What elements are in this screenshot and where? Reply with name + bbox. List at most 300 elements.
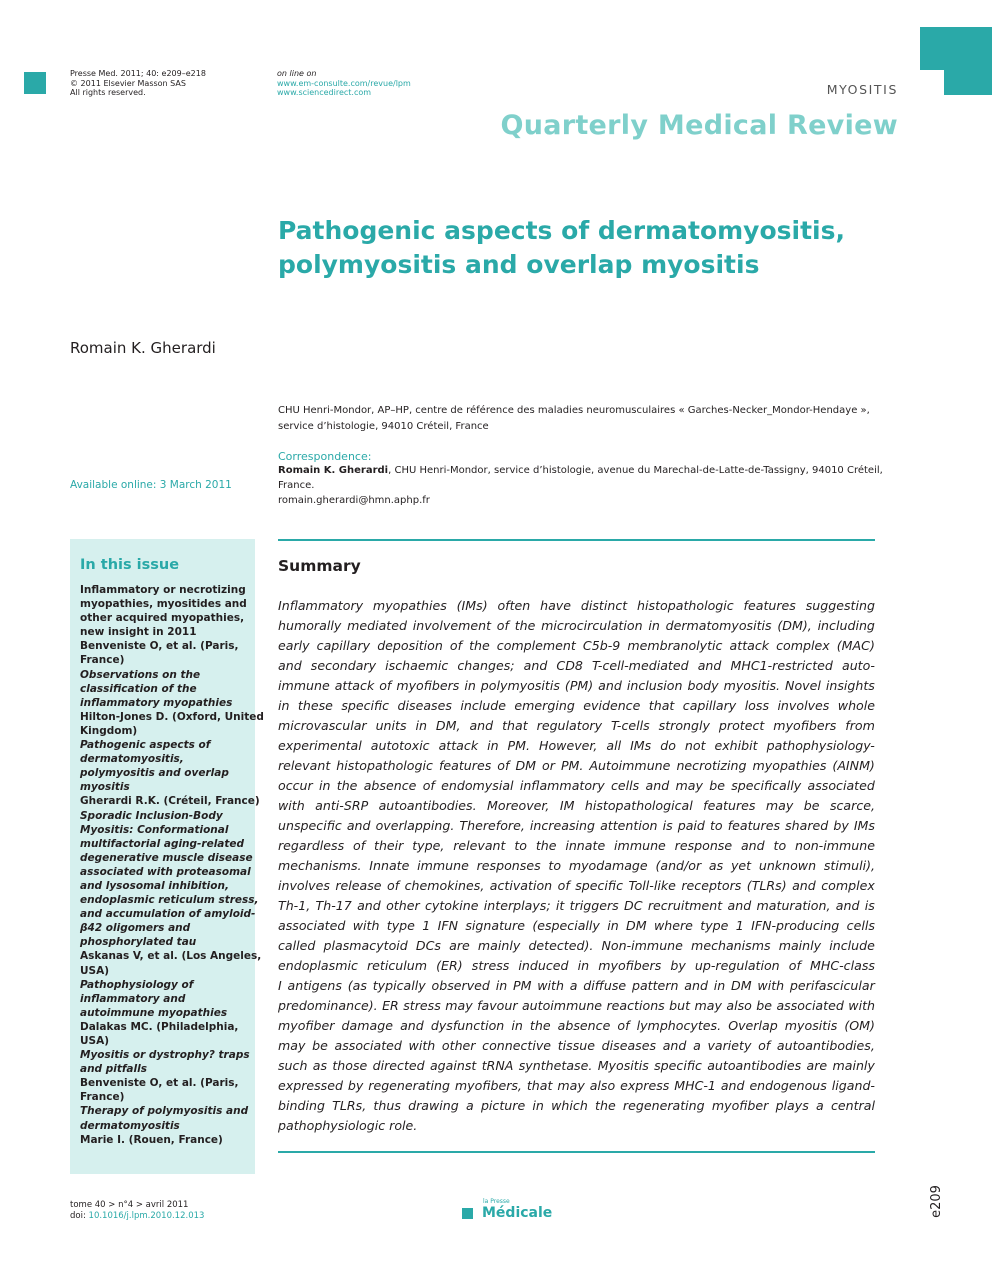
summary-word: and bbox=[720, 1078, 745, 1093]
summary-word: associated bbox=[776, 998, 844, 1013]
summary-word: features bbox=[727, 818, 781, 833]
summary-word: Myositis bbox=[597, 1058, 649, 1073]
summary-word: in bbox=[464, 678, 476, 693]
footer-issue-info bbox=[70, 1200, 204, 1222]
summary-word: 1 bbox=[735, 918, 744, 933]
summary-word: of bbox=[497, 758, 510, 773]
section-label: MYOSITIS bbox=[826, 82, 898, 97]
summary-word: specific bbox=[654, 1058, 702, 1073]
summary-word: scarce, bbox=[829, 798, 875, 813]
summary-word: the bbox=[529, 1018, 551, 1033]
summary-word: to bbox=[773, 838, 787, 853]
issue-entry[interactable] bbox=[80, 978, 252, 1048]
issue-entry-author: USA) bbox=[80, 964, 110, 977]
summary-word: that bbox=[502, 718, 528, 733]
summary-word: in bbox=[415, 718, 427, 733]
summary-word: emerging bbox=[514, 698, 575, 713]
summary-word: Th-1, bbox=[278, 898, 311, 913]
summary-word: polymyositis bbox=[480, 678, 560, 693]
summary-word: exhibit bbox=[714, 738, 758, 753]
summary-line bbox=[278, 836, 875, 856]
summary-word: connective bbox=[482, 1038, 552, 1053]
summary-word: complement bbox=[496, 638, 576, 653]
correspondence-country: France. bbox=[278, 480, 315, 491]
summary-word: (PM) bbox=[564, 678, 594, 693]
summary-word: membranolytic bbox=[627, 638, 723, 653]
summary-line bbox=[278, 696, 875, 716]
issue-entry-title: new insight in 2011 bbox=[80, 626, 197, 639]
summary-word: with bbox=[408, 1038, 436, 1053]
summary-word: absence bbox=[557, 1018, 611, 1033]
summary-word: mainly bbox=[832, 1058, 875, 1073]
summary-word: do bbox=[660, 738, 676, 753]
summary-word: which bbox=[551, 1098, 588, 1113]
summary-word: early bbox=[278, 638, 310, 653]
summary-word: plays bbox=[775, 1098, 809, 1113]
summary-word: yet bbox=[730, 858, 752, 873]
summary-word: deposition bbox=[377, 638, 443, 653]
summary-word: often bbox=[497, 598, 531, 613]
issue-entry-title: myositis bbox=[80, 781, 130, 794]
online-url-link[interactable]: www.sciencedirect.com bbox=[277, 88, 372, 97]
correspondence-address: , CHU Henri-Mondor, service d’histologie, avenue du Marechal-de-Latte-de-Tassigny, 94010 Créteil, bbox=[388, 465, 883, 476]
summary-line bbox=[278, 756, 875, 776]
summary-line bbox=[278, 596, 875, 616]
summary-word: other bbox=[441, 1038, 476, 1053]
summary-word: and bbox=[598, 678, 622, 693]
title-line: polymyositis and overlap myositis bbox=[278, 250, 760, 279]
issue-entry-title: inflammatory and bbox=[80, 992, 186, 1005]
summary-word: of bbox=[379, 678, 392, 693]
summary-word: Th-17 bbox=[315, 898, 352, 913]
summary-word: MHC-1 bbox=[674, 1078, 716, 1093]
summary-word: body bbox=[687, 678, 719, 693]
summary-word: their bbox=[374, 838, 404, 853]
summary-word: paid bbox=[677, 818, 705, 833]
summary-word: and bbox=[792, 878, 816, 893]
summary-word: of bbox=[449, 638, 463, 653]
summary-word: DM bbox=[626, 918, 647, 933]
pub-line: © 2011 Elsevier Masson SAS bbox=[70, 78, 186, 88]
summary-word: regardless bbox=[278, 838, 345, 853]
doi-link[interactable]: 10.1016/j.lpm.2010.12.013 bbox=[88, 1211, 205, 1221]
summary-word: of bbox=[422, 778, 435, 793]
summary-word: Autoimmune bbox=[589, 758, 671, 773]
issue-entry-title: endoplasmic reticulum stress, bbox=[80, 894, 259, 907]
summary-word: necrotizing bbox=[676, 758, 747, 773]
summary-word: Overlap bbox=[728, 1018, 778, 1033]
summary-word: these bbox=[297, 698, 333, 713]
summary-word: a bbox=[466, 1098, 474, 1113]
summary-word: myofiber bbox=[278, 1018, 335, 1033]
issue-entry-author: Askanas V, et al. (Los Angeles, bbox=[80, 950, 262, 963]
summary-line bbox=[278, 656, 875, 676]
summary-word: such bbox=[278, 1058, 308, 1073]
online-url-link[interactable]: www.em-consulte.com/revue/lpm bbox=[277, 78, 411, 88]
correspondence-email-link[interactable]: romain.gherardi@hmn.aphp.fr bbox=[278, 495, 430, 506]
doi-label: doi: bbox=[70, 1211, 89, 1221]
summary-word: expressed bbox=[278, 1078, 343, 1093]
summary-word: and bbox=[684, 978, 708, 993]
issue-entry-title: multifactorial aging-related bbox=[80, 837, 245, 850]
summary-word: IM bbox=[559, 798, 575, 813]
publication-info bbox=[70, 69, 206, 98]
article-title bbox=[278, 214, 898, 282]
summary-word: dysfunction bbox=[430, 1018, 505, 1033]
issue-entry-title: Therapy of polymyositis and bbox=[80, 1105, 249, 1118]
issue-entry-author: France) bbox=[80, 654, 125, 667]
summary-word: occur bbox=[278, 778, 313, 793]
summary-word: that bbox=[526, 1078, 553, 1093]
summary-word: relevant bbox=[278, 758, 331, 773]
summary-word: picture bbox=[480, 1098, 526, 1113]
summary-word: histopathological bbox=[584, 798, 693, 813]
summary-word: IFN bbox=[437, 918, 459, 933]
summary-word: diseases bbox=[601, 1038, 657, 1053]
issue-entry-title: associated with proteasomal bbox=[80, 865, 251, 878]
issue-entry-title: Myositis: Conformational bbox=[80, 823, 229, 836]
page-number-text: e209 bbox=[928, 1185, 944, 1218]
summary-word: in bbox=[511, 1018, 523, 1033]
summary-word: TLRs, bbox=[332, 1098, 367, 1113]
summary-word: PM bbox=[512, 978, 532, 993]
summary-word: chemokines, bbox=[404, 878, 485, 893]
summary-word: induced bbox=[518, 958, 569, 973]
summary-word: (as bbox=[347, 978, 367, 993]
summary-word: Novel bbox=[785, 678, 821, 693]
summary-word: have bbox=[540, 598, 572, 613]
summary-word: may bbox=[278, 1038, 306, 1053]
available-online: Available online: 3 March 2011 bbox=[70, 479, 232, 491]
summary-word: and bbox=[697, 658, 722, 673]
summary-line bbox=[278, 716, 875, 736]
summary-word: typically bbox=[372, 978, 426, 993]
summary-word: insights bbox=[825, 678, 875, 693]
summary-word: autoantibodies. bbox=[378, 798, 477, 813]
summary-bottom-rule bbox=[278, 1151, 875, 1153]
summary-word: reticulum bbox=[367, 958, 428, 973]
summary-word: I bbox=[278, 978, 282, 993]
summary-word: cytokine bbox=[424, 898, 479, 913]
affiliation-line: CHU Henri-Mondor, AP–HP, centre de référence des maladies neuromusculaires « Garches-Necker_Mondor-Hendaye », bbox=[278, 405, 870, 416]
summary-word: and bbox=[645, 778, 670, 793]
in-this-issue-sidebar bbox=[70, 539, 264, 1174]
summary-word: also bbox=[726, 998, 752, 1013]
pub-line: All rights reserved. bbox=[70, 88, 146, 97]
summary-word: against bbox=[429, 1058, 477, 1073]
summary-word: CD8 bbox=[556, 658, 583, 673]
summary-word: the bbox=[336, 778, 358, 793]
summary-word: of bbox=[557, 878, 570, 893]
summary-line bbox=[278, 1016, 875, 1036]
issue-entry[interactable] bbox=[80, 668, 264, 738]
summary-word: secondary bbox=[310, 658, 377, 673]
summary-word: with bbox=[848, 998, 875, 1013]
summary-word: may bbox=[675, 778, 703, 793]
summary-word: plasmacytoid bbox=[323, 938, 408, 953]
summary-word: role. bbox=[389, 1118, 418, 1133]
summary-word: triggers bbox=[569, 898, 619, 913]
issue-entry[interactable] bbox=[80, 738, 260, 808]
issue-entry[interactable] bbox=[80, 809, 262, 978]
summary-word: associated bbox=[278, 918, 346, 933]
summary-word: thus bbox=[373, 1098, 401, 1113]
summary-word: capillary bbox=[316, 638, 371, 653]
summary-word: including bbox=[817, 618, 875, 633]
summary-word: the bbox=[514, 618, 536, 633]
summary-line bbox=[278, 796, 875, 816]
summary-word: specific bbox=[341, 698, 390, 713]
issue-entry-title: phosphorylated tau bbox=[80, 936, 197, 949]
summary-word: MHC1-restricted bbox=[730, 658, 833, 673]
summary-word: humorally bbox=[278, 618, 342, 633]
summary-word: T-cells bbox=[611, 718, 650, 733]
summary-word: with bbox=[278, 798, 305, 813]
summary-word: may bbox=[557, 1078, 585, 1093]
summary-word: myofibers bbox=[396, 678, 460, 693]
summary-word: associated bbox=[334, 1038, 402, 1053]
summary-word: of bbox=[353, 838, 366, 853]
summary-line bbox=[278, 1116, 875, 1136]
summary-word: central bbox=[830, 1098, 875, 1113]
summary-word: involvement bbox=[412, 618, 492, 633]
summary-word: histopathologic bbox=[637, 598, 734, 613]
summary-word: myofibers bbox=[598, 958, 662, 973]
issue-entry-title: classification of the bbox=[80, 682, 197, 695]
summary-line bbox=[278, 736, 875, 756]
summary-word: complex bbox=[821, 878, 875, 893]
summary-word: whole bbox=[837, 698, 875, 713]
summary-word: and bbox=[278, 658, 302, 673]
issue-entry-title: dermatomyositis bbox=[80, 1119, 180, 1132]
summary-word: in bbox=[319, 778, 331, 793]
logo-square-icon bbox=[462, 1208, 473, 1219]
issue-entry-title: Myositis or dystrophy? traps bbox=[80, 1049, 250, 1062]
summary-word: as bbox=[708, 858, 724, 873]
issue-entry-title: inflammatory myopathies bbox=[80, 696, 233, 709]
summary-word: be bbox=[709, 778, 725, 793]
summary-word: attack bbox=[334, 678, 375, 693]
summary-word: pathophysiology- bbox=[766, 738, 875, 753]
summary-word: mechanisms. bbox=[278, 858, 362, 873]
issue-info: tome 40 > n°4 > avril 2011 bbox=[70, 1200, 189, 1210]
summary-word: anti-SRP bbox=[315, 798, 369, 813]
author-name: Romain K. Gherardi bbox=[70, 339, 216, 357]
summary-word: the bbox=[595, 1098, 616, 1113]
summary-word: include bbox=[829, 938, 875, 953]
online-info bbox=[277, 69, 411, 98]
summary-word: are bbox=[806, 1058, 828, 1073]
pub-line: Presse Med. 2011; 40: e209–e218 bbox=[70, 69, 206, 78]
summary-word: and bbox=[523, 658, 548, 673]
summary-word: relevant bbox=[453, 838, 506, 853]
summary-word: activation bbox=[489, 878, 553, 893]
issue-entry[interactable] bbox=[80, 583, 252, 668]
summary-word: and bbox=[400, 1018, 424, 1033]
summary-word: synthetase. bbox=[518, 1058, 593, 1073]
summary-line bbox=[278, 976, 875, 996]
issue-entry-title: autoimmune myopathies bbox=[80, 1006, 228, 1019]
summary-word: in bbox=[532, 1098, 544, 1113]
summary-line bbox=[278, 916, 875, 936]
summary-word: histopathologic bbox=[336, 758, 433, 773]
summary-word: attention bbox=[600, 818, 658, 833]
summary-word: lymphocytes. bbox=[636, 1018, 722, 1033]
summary-word: regulatory bbox=[536, 718, 603, 733]
summary-word: (and/or bbox=[655, 858, 702, 873]
summary-word: PM. bbox=[560, 758, 584, 773]
summary-line bbox=[278, 1076, 875, 1096]
summary-line bbox=[278, 1056, 875, 1076]
summary-word: variety bbox=[707, 1038, 752, 1053]
summary-word: Moreover, bbox=[487, 798, 550, 813]
correspondence-label: Correspondence: bbox=[278, 450, 372, 463]
summary-word: of bbox=[387, 878, 400, 893]
summary-word: other bbox=[386, 898, 420, 913]
summary-word: directed bbox=[372, 1058, 425, 1073]
summary-word: be bbox=[756, 998, 773, 1013]
summary-word: the bbox=[469, 638, 490, 653]
summary-word: that bbox=[648, 698, 675, 713]
summary-word: in bbox=[278, 698, 290, 713]
summary-word: autoimmune bbox=[521, 998, 603, 1013]
summary-word: mainly bbox=[778, 938, 822, 953]
summary-word: a bbox=[569, 978, 578, 993]
summary-word: not bbox=[684, 738, 706, 753]
summary-word: binding bbox=[278, 1098, 325, 1113]
issue-entry-title: polymyositis and overlap bbox=[80, 767, 229, 780]
summary-word: DC bbox=[624, 898, 643, 913]
summary-word: as bbox=[312, 1058, 328, 1073]
summary-word: in bbox=[607, 918, 619, 933]
summary-word: myopathies bbox=[752, 758, 827, 773]
summary-word: pattern bbox=[631, 978, 679, 993]
logo-big-text: Médicale bbox=[482, 1205, 553, 1221]
summary-line bbox=[278, 1096, 875, 1116]
summary-word: response bbox=[674, 838, 733, 853]
issue-entry-title: other acquired myopathies, bbox=[80, 612, 245, 625]
summary-word: myofibers, bbox=[454, 1078, 522, 1093]
summary-word: overlapping. bbox=[375, 818, 455, 833]
summary-word: may bbox=[445, 998, 473, 1013]
issue-entry-title: Observations on the bbox=[80, 668, 201, 681]
summary-word: inclusion bbox=[626, 678, 683, 693]
summary-word: increasing bbox=[529, 818, 595, 833]
summary-word: may bbox=[694, 998, 722, 1013]
summary-word: observed bbox=[431, 978, 490, 993]
summary-word: by bbox=[347, 1078, 364, 1093]
summary-word: involves bbox=[777, 698, 830, 713]
summary-word: PM. bbox=[507, 738, 531, 753]
summary-word: features bbox=[743, 598, 796, 613]
summary-word: unknown bbox=[758, 858, 817, 873]
issue-entry-title: degenerative muscle disease bbox=[80, 851, 253, 864]
summary-word: T-cell-mediated bbox=[592, 658, 689, 673]
summary-word: called bbox=[278, 938, 316, 953]
summary-word: (OM) bbox=[844, 1018, 875, 1033]
summary-word: mechanisms bbox=[691, 938, 771, 953]
summary-line bbox=[278, 956, 875, 976]
summary-word: endomysial bbox=[441, 778, 514, 793]
summary-word: Therefore, bbox=[459, 818, 525, 833]
summary-word: with bbox=[537, 978, 564, 993]
summary-word: signature bbox=[465, 918, 525, 933]
issue-entry-author: Kingdom) bbox=[80, 724, 138, 737]
summary-word: strongly bbox=[658, 718, 710, 733]
summary-line bbox=[278, 676, 875, 696]
summary-word: with bbox=[757, 978, 785, 993]
summary-word: myodamage bbox=[568, 858, 648, 873]
summary-word: auto- bbox=[841, 658, 875, 673]
summary-word: specifically bbox=[731, 778, 802, 793]
summary-word: to bbox=[709, 818, 723, 833]
issue-entry-title: myopathies, myositides and bbox=[80, 598, 247, 611]
summary-word: Inflammatory bbox=[278, 598, 364, 613]
summary-word: autotoxic bbox=[370, 738, 430, 753]
summary-word: Toll-like bbox=[628, 878, 676, 893]
summary-word: from bbox=[845, 718, 875, 733]
summary-word: autoantibodies bbox=[707, 1058, 802, 1073]
summary-word: Innate bbox=[369, 858, 410, 873]
summary-word: myofibers bbox=[773, 718, 837, 733]
summary-word: immune bbox=[614, 838, 666, 853]
summary-word: are bbox=[449, 938, 470, 953]
summary-word: non-immune bbox=[795, 838, 875, 853]
summary-word: regenerating bbox=[622, 1098, 705, 1113]
summary-word: experimental bbox=[278, 738, 362, 753]
summary-line bbox=[278, 876, 875, 896]
summary-word: microvascular bbox=[278, 718, 367, 733]
summary-top-rule bbox=[278, 539, 875, 541]
summary-word: and bbox=[740, 838, 765, 853]
summary-word: IFN-producing bbox=[751, 918, 840, 933]
summary-word: with bbox=[352, 918, 380, 933]
summary-word: of bbox=[758, 1038, 771, 1053]
summary-word: absence bbox=[363, 778, 417, 793]
issue-entry[interactable] bbox=[80, 1104, 252, 1146]
summary-word: immune bbox=[278, 678, 330, 693]
header-square-marker bbox=[24, 72, 46, 94]
summary-word: features bbox=[703, 798, 756, 813]
summary-word: regenerating bbox=[368, 1078, 450, 1093]
issue-entry-title: dermatomyositis, bbox=[80, 753, 184, 766]
summary-line bbox=[278, 776, 875, 796]
summary-word: protect bbox=[718, 718, 765, 733]
summary-word: and bbox=[835, 898, 860, 913]
summary-word: endogenous bbox=[749, 1078, 827, 1093]
summary-word: immune bbox=[417, 858, 469, 873]
summary-word: changes; bbox=[457, 658, 515, 673]
issue-entry[interactable] bbox=[80, 1048, 252, 1104]
summary-word: loss bbox=[744, 698, 770, 713]
summary-word: of bbox=[788, 958, 801, 973]
summary-word: maturation, bbox=[756, 898, 831, 913]
summary-word: interplays; bbox=[483, 898, 551, 913]
summary-word: (TLRs) bbox=[746, 878, 787, 893]
summary-word: DM bbox=[515, 758, 537, 773]
summary-word: in bbox=[648, 618, 660, 633]
summary-word: but bbox=[669, 998, 691, 1013]
summary-word: in bbox=[577, 958, 590, 973]
summary-word: myofiber bbox=[711, 1098, 769, 1113]
summary-word: ischaemic bbox=[385, 658, 449, 673]
summary-line bbox=[278, 996, 875, 1016]
summary-word: recruitment bbox=[647, 898, 723, 913]
logo-small-text: la Presse bbox=[483, 1198, 510, 1205]
summary-word: reactions bbox=[606, 998, 665, 1013]
summary-word: be bbox=[803, 798, 820, 813]
summary-word: favour bbox=[477, 998, 518, 1013]
